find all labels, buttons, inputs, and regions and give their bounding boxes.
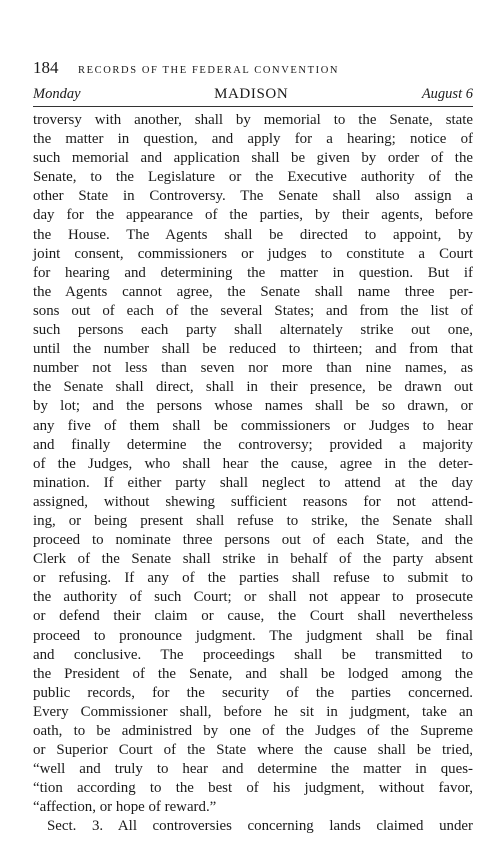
page-number: 184 <box>33 58 59 77</box>
body-text <box>33 111 473 837</box>
text-line: such memorial and application shall be given by order of the <box>33 150 473 167</box>
text-line: Sect. 3. All controversies concerning lands claimed under <box>47 818 473 835</box>
text-line: or refusing. If any of the parties shall refuse to submit to <box>33 570 473 587</box>
text-line: “well and truly to hear and determine the matter in ques- <box>33 761 473 778</box>
book-page <box>33 58 473 837</box>
text-line: and conclusive. The proceedings shall be transmitted to <box>33 646 473 663</box>
text-line: ing, or being present shall refuse to strike, the Senate shall <box>33 512 473 529</box>
text-line: Senate, to the Legislature or the Executive authority of the <box>33 169 473 186</box>
text-line: the matter in question, and apply for a hearing; notice of <box>33 131 473 148</box>
text-line: proceed to nominate three persons out of each State, and the <box>33 532 473 549</box>
text-line: mination. If either party shall neglect to attend at the day <box>33 474 473 491</box>
text-line: the Senate shall direct, shall in their presence, be drawn out <box>33 379 473 396</box>
text-line: until the number shall be reduced to thirteen; and from that <box>33 341 473 358</box>
text-line: oath, to be administred by one of the Judges of the Supreme <box>33 723 473 739</box>
subhead-date: August 6 <box>421 86 473 102</box>
running-head <box>33 58 473 80</box>
section-subhead <box>33 86 473 107</box>
text-line: and finally determine the controversy; provided a majority <box>33 436 473 453</box>
text-line: assigned, without shewing sufficient reasons for not attend- <box>33 493 473 510</box>
text-line: the President of the Senate, and shall be lodged among the <box>33 665 473 682</box>
text-line: or Superior Court of the State where the cause shall be tried, <box>33 742 473 759</box>
subhead-source: MADISON <box>214 86 289 102</box>
text-line: Every Commissioner shall, before he sit in judgment, take an <box>33 703 473 720</box>
subhead-day: Monday <box>33 86 81 102</box>
text-line: by lot; and the persons whose names shall be so drawn, or <box>33 398 473 415</box>
text-line: the authority of such Court; or shall not appear to prosecute <box>33 589 473 606</box>
text-line: or defend their claim or cause, the Court shall nevertheless <box>33 608 473 625</box>
text-line: other State in Controversy. The Senate shall also assign a <box>33 188 473 205</box>
text-line: sons out of each of the several States; and from the list of <box>33 302 473 319</box>
text-line: any five of them shall be commissioners or Judges to hear <box>33 417 473 434</box>
running-title: RECORDS OF THE FEDERAL CONVENTION <box>78 65 340 76</box>
text-line: for hearing and determining the matter in question. But if <box>33 264 473 281</box>
text-line: proceed to pronounce judgment. The judgment shall be final <box>33 627 473 644</box>
text-line: such persons each party shall alternately strike out one, <box>33 322 473 339</box>
text-line: troversy with another, shall by memorial to the Senate, state <box>33 112 473 128</box>
text-line: the House. The Agents shall be directed to appoint, by <box>33 226 473 243</box>
text-line: public records, for the security of the parties concerned. <box>33 684 473 701</box>
text-line: “affection, or hope of reward.” <box>33 799 217 816</box>
text-line: of the Judges, who shall hear the cause, agree in the deter- <box>33 455 473 472</box>
text-line: day for the appearance of the parties, by their agents, before <box>33 207 473 224</box>
text-line: the Agents cannot agree, the Senate shall name three per- <box>33 283 473 300</box>
text-line: number not less than seven nor more than nine names, as <box>33 360 473 377</box>
text-line: Clerk of the Senate shall strike in behalf of the party absent <box>33 551 473 568</box>
text-line: “tion according to the best of his judgment, without favor, <box>33 780 473 797</box>
text-line: joint consent, commissioners or judges to constitute a Court <box>33 245 473 262</box>
